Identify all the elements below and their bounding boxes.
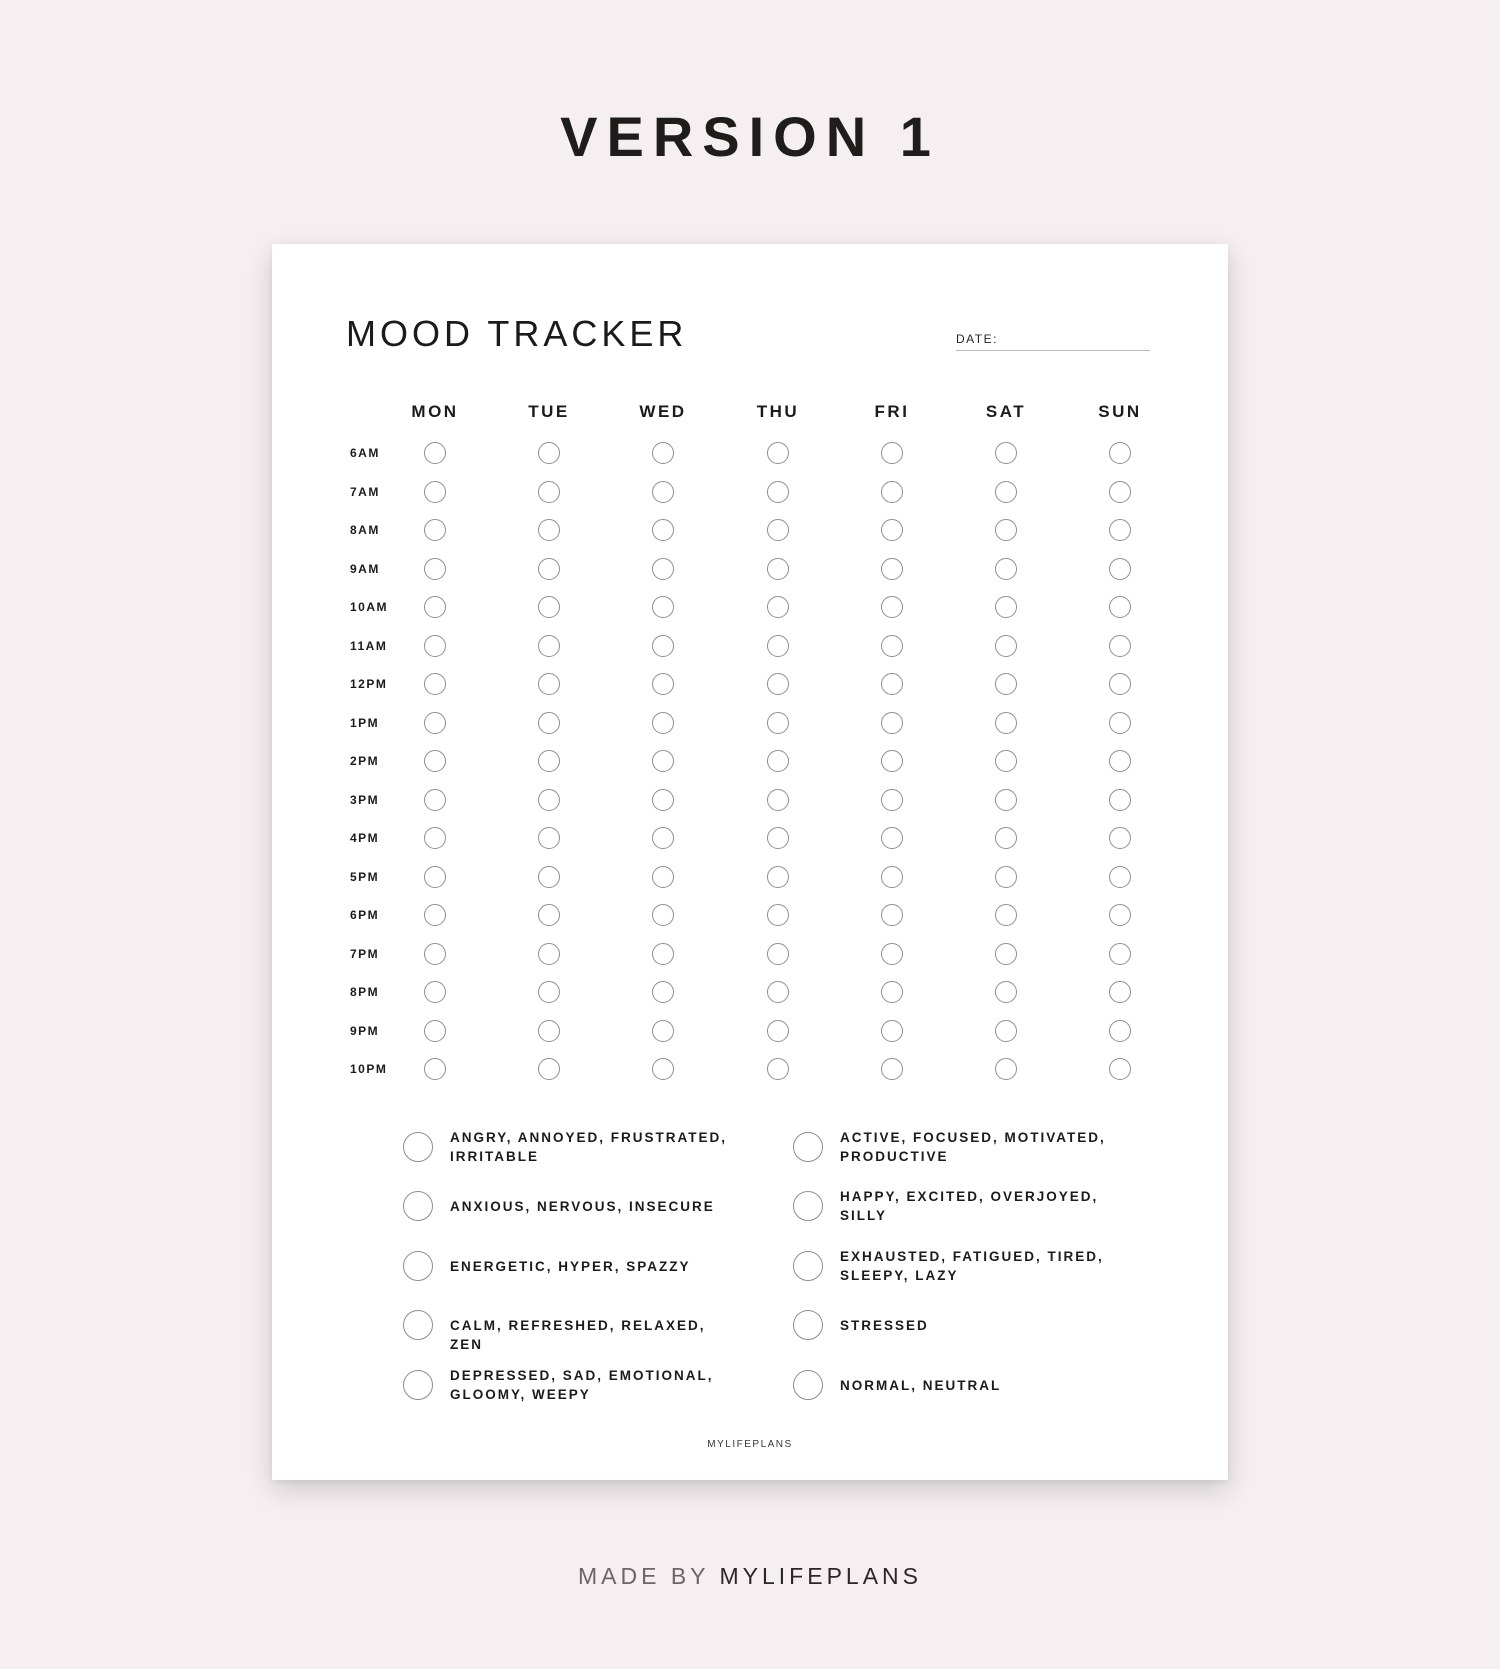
legend-color-bubble[interactable] [793, 1132, 823, 1162]
mood-bubble-thu-4pm[interactable] [767, 827, 789, 849]
mood-bubble-wed-4pm[interactable] [652, 827, 674, 849]
mood-bubble-mon-8pm[interactable] [424, 981, 446, 1003]
mood-bubble-sat-10pm[interactable] [995, 1058, 1017, 1080]
mood-bubble-mon-8am[interactable] [424, 519, 446, 541]
legend-label: ANXIOUS, NERVOUS, INSECURE [450, 1199, 715, 1214]
mood-bubble-mon-9pm[interactable] [424, 1020, 446, 1042]
legend-label: NORMAL, NEUTRAL [840, 1378, 1002, 1393]
mood-bubble-sun-6pm[interactable] [1109, 904, 1131, 926]
day-header-wed: WED [639, 402, 687, 421]
mood-bubble-sun-8am[interactable] [1109, 519, 1131, 541]
mood-bubble-tue-2pm[interactable] [538, 750, 560, 772]
legend-color-bubble[interactable] [793, 1251, 823, 1281]
mood-bubble-thu-6am[interactable] [767, 442, 789, 464]
mood-bubble-mon-10am[interactable] [424, 596, 446, 618]
mood-bubble-wed-10pm[interactable] [652, 1058, 674, 1080]
mood-bubble-sat-9pm[interactable] [995, 1020, 1017, 1042]
day-header-mon: MON [411, 402, 459, 421]
time-label-1pm: 1PM [350, 715, 380, 730]
legend-item [403, 1128, 743, 1168]
mood-bubble-tue-3pm[interactable] [538, 789, 560, 811]
sheet-footer: MYLIFEPLANS [707, 1439, 793, 1450]
time-label-3pm: 3PM [350, 792, 380, 807]
mood-bubble-fri-3pm[interactable] [881, 789, 903, 811]
mood-bubble-tue-10pm[interactable] [538, 1058, 560, 1080]
legend-item [793, 1128, 1133, 1168]
mood-bubble-fri-4pm[interactable] [881, 827, 903, 849]
mood-bubble-thu-7pm[interactable] [767, 943, 789, 965]
mood-bubble-sun-10pm[interactable] [1109, 1058, 1131, 1080]
day-header-sun: SUN [1098, 402, 1142, 421]
time-label-10am: 10AM [350, 600, 389, 614]
mood-bubble-sun-6am[interactable] [1109, 442, 1131, 464]
time-label-10pm: 10PM [350, 1062, 388, 1076]
legend-label: STRESSED [840, 1318, 929, 1333]
mood-bubble-sat-7pm[interactable] [995, 943, 1017, 965]
time-label-7am: 7AM [350, 484, 380, 499]
mood-bubble-wed-3pm[interactable] [652, 789, 674, 811]
mood-bubble-wed-7am[interactable] [652, 481, 674, 503]
mood-bubble-fri-8pm[interactable] [881, 981, 903, 1003]
mood-bubble-mon-4pm[interactable] [424, 827, 446, 849]
mood-bubble-sat-4pm[interactable] [995, 827, 1017, 849]
mood-bubble-tue-12pm[interactable] [538, 673, 560, 695]
time-label-4pm: 4PM [350, 831, 380, 845]
mood-bubble-sat-11am[interactable] [995, 635, 1017, 657]
legend-color-bubble[interactable] [793, 1370, 823, 1400]
mood-bubble-sat-8am[interactable] [995, 519, 1017, 541]
legend-color-bubble[interactable] [403, 1132, 433, 1162]
mood-bubble-fri-10pm[interactable] [881, 1058, 903, 1080]
mood-bubble-fri-12pm[interactable] [881, 673, 903, 695]
day-header-sat: SAT [985, 402, 1027, 421]
date-label: DATE: [956, 332, 998, 346]
mood-bubble-mon-2pm[interactable] [424, 750, 446, 772]
legend-item [403, 1366, 743, 1406]
mood-bubble-sun-4pm[interactable] [1109, 827, 1131, 849]
time-label-12pm: 12PM [350, 677, 388, 691]
mood-bubble-wed-12pm[interactable] [652, 673, 674, 695]
mood-bubble-tue-7am[interactable] [538, 481, 560, 503]
mood-bubble-thu-12pm[interactable] [767, 673, 789, 695]
mood-bubble-thu-5pm[interactable] [767, 866, 789, 888]
legend-color-bubble[interactable] [403, 1370, 433, 1400]
mood-bubble-tue-5pm[interactable] [538, 866, 560, 888]
time-label-9am: 9AM [350, 561, 380, 576]
mood-bubble-mon-9am[interactable] [424, 558, 446, 580]
mood-bubble-sun-10am[interactable] [1109, 596, 1131, 618]
legend-item [793, 1366, 1133, 1406]
mood-bubble-sun-11am[interactable] [1109, 635, 1131, 657]
legend-item [403, 1306, 743, 1352]
mood-bubble-sun-3pm[interactable] [1109, 789, 1131, 811]
time-label-5pm: 5PM [350, 869, 380, 884]
mood-bubble-tue-9am[interactable] [538, 558, 560, 580]
mood-bubble-tue-6pm[interactable] [538, 904, 560, 926]
mood-bubble-tue-9pm[interactable] [538, 1020, 560, 1042]
mood-bubble-sat-3pm[interactable] [995, 789, 1017, 811]
legend-label: ANGRY, ANNOYED, FRUSTRATED, IRRITABLE [450, 1130, 728, 1164]
legend-color-bubble[interactable] [793, 1191, 823, 1221]
mood-bubble-tue-6am[interactable] [538, 442, 560, 464]
mood-bubble-mon-6pm[interactable] [424, 904, 446, 926]
mood-bubble-sat-6pm[interactable] [995, 904, 1017, 926]
mood-bubble-mon-3pm[interactable] [424, 789, 446, 811]
mood-bubble-wed-2pm[interactable] [652, 750, 674, 772]
mood-bubble-wed-1pm[interactable] [652, 712, 674, 734]
mood-bubble-sun-5pm[interactable] [1109, 866, 1131, 888]
mood-bubble-fri-8am[interactable] [881, 519, 903, 541]
legend-label: ACTIVE, FOCUSED, MOTIVATED, PRODUCTIVE [840, 1130, 1106, 1164]
credit-prefix: MADE BY [578, 1563, 720, 1589]
mood-bubble-fri-11am[interactable] [881, 635, 903, 657]
day-header-tue: TUE [528, 402, 570, 421]
legend-label: CALM, REFRESHED, RELAXED, ZEN [450, 1318, 706, 1352]
mood-bubble-sat-10am[interactable] [995, 596, 1017, 618]
mood-bubble-mon-6am[interactable] [424, 442, 446, 464]
legend-item [793, 1247, 1133, 1287]
mood-bubble-wed-6pm[interactable] [652, 904, 674, 926]
mood-bubble-mon-12pm[interactable] [424, 673, 446, 695]
mood-bubble-fri-9pm[interactable] [881, 1020, 903, 1042]
time-label-9pm: 9PM [350, 1023, 380, 1038]
mood-bubble-wed-9am[interactable] [652, 558, 674, 580]
mood-bubble-thu-6pm[interactable] [767, 904, 789, 926]
mood-bubble-thu-9am[interactable] [767, 558, 789, 580]
legend-item [793, 1306, 1133, 1346]
time-label-6pm: 6PM [350, 908, 380, 922]
legend-label: DEPRESSED, SAD, EMOTIONAL, GLOOMY, WEEPY [450, 1368, 714, 1402]
mood-bubble-thu-10pm[interactable] [767, 1058, 789, 1080]
mood-tracker-sheet [272, 244, 1228, 1480]
mood-bubble-thu-3pm[interactable] [767, 789, 789, 811]
legend-label: HAPPY, EXCITED, OVERJOYED, SILLY [840, 1189, 1099, 1223]
mood-bubble-sun-7pm[interactable] [1109, 943, 1131, 965]
mood-bubble-mon-7pm[interactable] [424, 943, 446, 965]
mood-bubble-sat-1pm[interactable] [995, 712, 1017, 734]
mood-bubble-sun-8pm[interactable] [1109, 981, 1131, 1003]
legend-item [403, 1187, 743, 1227]
mood-bubble-sun-2pm[interactable] [1109, 750, 1131, 772]
mood-bubble-sat-8pm[interactable] [995, 981, 1017, 1003]
mood-bubble-thu-9pm[interactable] [767, 1020, 789, 1042]
mood-bubble-wed-7pm[interactable] [652, 943, 674, 965]
mood-bubble-thu-10am[interactable] [767, 596, 789, 618]
mood-bubble-thu-8am[interactable] [767, 519, 789, 541]
mood-bubble-sun-7am[interactable] [1109, 481, 1131, 503]
mood-bubble-sun-9am[interactable] [1109, 558, 1131, 580]
mood-bubble-fri-2pm[interactable] [881, 750, 903, 772]
mood-bubble-fri-9am[interactable] [881, 558, 903, 580]
mood-bubble-wed-8pm[interactable] [652, 981, 674, 1003]
legend-color-bubble[interactable] [403, 1191, 433, 1221]
time-label-7pm: 7PM [350, 946, 380, 961]
version-heading: VERSION 1 [560, 105, 940, 168]
legend-item [793, 1187, 1133, 1227]
mood-bubble-tue-8am[interactable] [538, 519, 560, 541]
mood-bubble-tue-4pm[interactable] [538, 827, 560, 849]
time-label-11am: 11AM [350, 638, 388, 653]
mood-bubble-wed-5pm[interactable] [652, 866, 674, 888]
credit-brand: MYLIFEPLANS [719, 1563, 922, 1589]
mood-bubble-wed-11am[interactable] [652, 635, 674, 657]
mood-bubble-mon-5pm[interactable] [424, 866, 446, 888]
sheet-title: MOOD TRACKER [346, 313, 688, 354]
mood-bubble-sun-1pm[interactable] [1109, 712, 1131, 734]
mood-bubble-tue-7pm[interactable] [538, 943, 560, 965]
mood-bubble-mon-10pm[interactable] [424, 1058, 446, 1080]
mood-bubble-wed-6am[interactable] [652, 442, 674, 464]
time-label-8pm: 8PM [350, 985, 380, 999]
day-header-fri: FRI [874, 402, 910, 421]
legend-color-bubble[interactable] [403, 1310, 433, 1340]
mood-bubble-sun-12pm[interactable] [1109, 673, 1131, 695]
mood-bubble-sat-6am[interactable] [995, 442, 1017, 464]
mood-bubble-thu-8pm[interactable] [767, 981, 789, 1003]
mood-bubble-tue-8pm[interactable] [538, 981, 560, 1003]
mood-bubble-wed-10am[interactable] [652, 596, 674, 618]
mood-bubble-sat-5pm[interactable] [995, 866, 1017, 888]
time-label-2pm: 2PM [350, 754, 380, 768]
mood-bubble-sat-12pm[interactable] [995, 673, 1017, 695]
credit-line [0, 1561, 1500, 1591]
mood-bubble-sat-7am[interactable] [995, 481, 1017, 503]
mood-grid [272, 244, 1228, 1144]
mood-bubble-tue-11am[interactable] [538, 635, 560, 657]
legend-label: EXHAUSTED, FATIGUED, TIRED, SLEEPY, LAZY [840, 1249, 1104, 1283]
mood-bubble-fri-7am[interactable] [881, 481, 903, 503]
mood-bubble-thu-2pm[interactable] [767, 750, 789, 772]
mood-bubble-sun-9pm[interactable] [1109, 1020, 1131, 1042]
mood-bubble-thu-11am[interactable] [767, 635, 789, 657]
legend-color-bubble[interactable] [793, 1310, 823, 1340]
mood-bubble-fri-7pm[interactable] [881, 943, 903, 965]
mood-bubble-fri-10am[interactable] [881, 596, 903, 618]
mood-bubble-wed-8am[interactable] [652, 519, 674, 541]
mood-bubble-fri-6pm[interactable] [881, 904, 903, 926]
mood-bubble-thu-7am[interactable] [767, 481, 789, 503]
mood-bubble-tue-10am[interactable] [538, 596, 560, 618]
mood-bubble-thu-1pm[interactable] [767, 712, 789, 734]
mood-bubble-tue-1pm[interactable] [538, 712, 560, 734]
mood-bubble-mon-11am[interactable] [424, 635, 446, 657]
mood-bubble-mon-7am[interactable] [424, 481, 446, 503]
legend-label: ENERGETIC, HYPER, SPAZZY [450, 1259, 691, 1274]
time-label-6am: 6AM [350, 446, 380, 460]
mood-bubble-fri-6am[interactable] [881, 442, 903, 464]
time-label-8am: 8AM [350, 523, 380, 537]
legend-item [403, 1247, 743, 1287]
mood-bubble-fri-1pm[interactable] [881, 712, 903, 734]
legend-color-bubble[interactable] [403, 1251, 433, 1281]
day-header-thu: THU [756, 402, 800, 421]
mood-bubble-mon-1pm[interactable] [424, 712, 446, 734]
mood-bubble-fri-5pm[interactable] [881, 866, 903, 888]
mood-bubble-sat-2pm[interactable] [995, 750, 1017, 772]
mood-bubble-wed-9pm[interactable] [652, 1020, 674, 1042]
mood-bubble-sat-9am[interactable] [995, 558, 1017, 580]
